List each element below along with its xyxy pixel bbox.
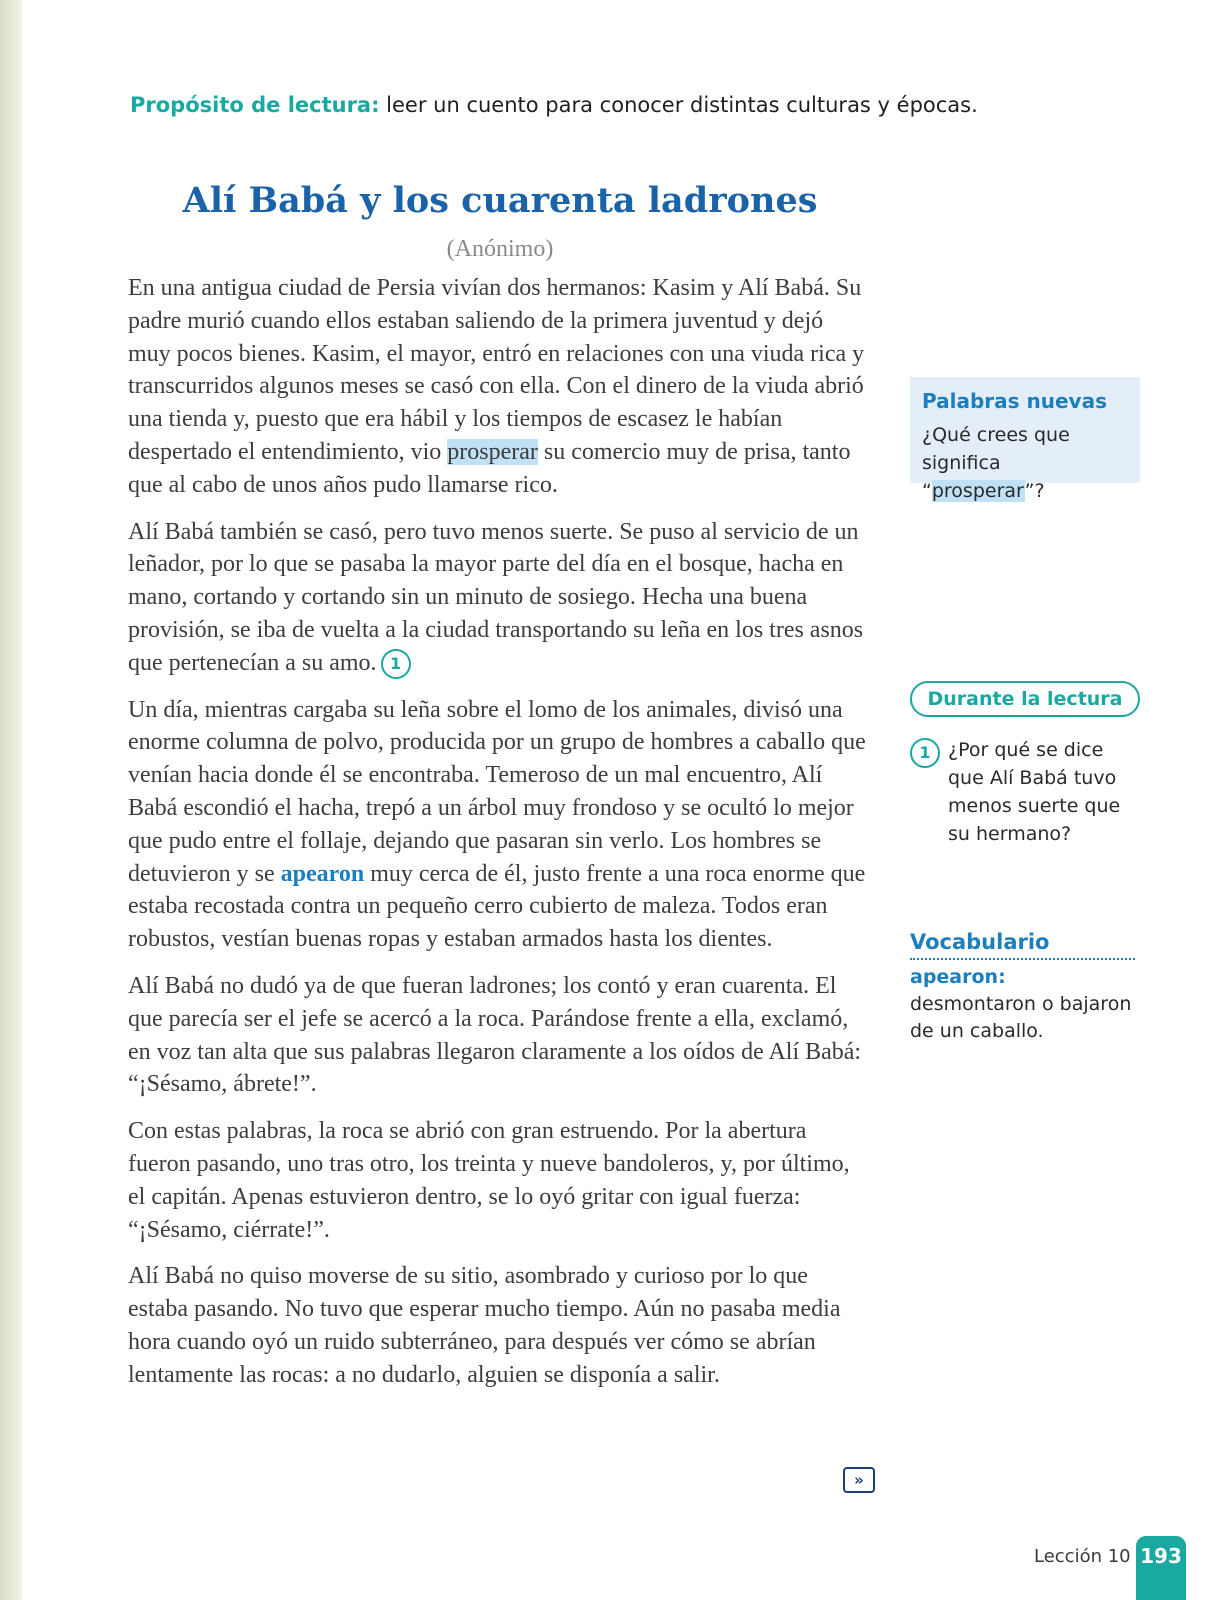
vocabulario-definition bbox=[910, 964, 1135, 1045]
vocabulario-box bbox=[910, 930, 1135, 1045]
palabras-highlight: prosperar bbox=[931, 480, 1025, 502]
paragraph-1 bbox=[128, 272, 868, 502]
p1-text-b: su comercio muy de prisa, tanto que al cabo de unos años pudo llamarse rico. bbox=[128, 438, 851, 498]
p1-text-a: En una antigua ciudad de Persia vivían dos hermanos: Kasim y Alí Babá. Su padre murió cuando ellos estaban saliendo de la primera juventud y dejó muy pocos bienes. Kasim, el mayor, entró en relaciones con una viuda rica y transcurridos algunos meses se casó con ella. Con el dinero de la viuda abrió una tienda y, puesto que era hábil y los tiempos de escasez le habían despertado el entendimiento, vio bbox=[128, 275, 865, 465]
vocabulario-title: Vocabulario bbox=[910, 930, 1135, 960]
vocabulario-def-text: desmontaron o bajaron de un caballo. bbox=[910, 993, 1132, 1042]
p3-text-b: muy cerca de él, justo frente a una roca enorme que estaba recostada contra un pequeño cerro cubierto de maleza. Todos eran robustos, vestían buenas ropas y estaban armados hasta los dientes. bbox=[128, 860, 866, 953]
p3-text-a: Un día, mientras cargaba su leña sobre el lomo de los animales, divisó una enorme columna de polvo, producida por un grupo de hombres a caballo que venían hacia donde él se encontraba. Temeroso de un mal encuentro, Alí Babá escondió el hacha, trepó a un árbol muy frondoso y se ocultó lo mejor que pudo entre el follaje, dejando que pasaran sin verlo. Los hombres se detuvieron y se bbox=[128, 696, 866, 887]
paragraph-5: Con estas palabras, la roca se abrió con gran estruendo. Por la abertura fueron pasando, uno tras otro, los treinta y nueve bandoleros, y, por último, el capitán. Apenas estuvieron dentro, se lo oyó gritar con igual fuerza: “¡Sésamo, ciérrate!”. bbox=[128, 1118, 850, 1243]
lesson-label: Lección 10 bbox=[1034, 1546, 1131, 1567]
palabras-nuevas-title: Palabras nuevas bbox=[922, 389, 1107, 413]
reading-purpose bbox=[130, 93, 978, 117]
story-title: Alí Babá y los cuarenta ladrones bbox=[182, 180, 818, 221]
highlight-prosperar[interactable]: prosperar bbox=[447, 438, 538, 465]
paragraph-2 bbox=[128, 516, 868, 680]
page-edge bbox=[0, 0, 22, 1600]
question-1-text: ¿Por qué se dice que Alí Babá tuvo menos suerte que su hermano? bbox=[948, 739, 1121, 845]
question-1-marker: 1 bbox=[910, 738, 940, 768]
palabras-nuevas-question bbox=[922, 421, 1128, 505]
paragraph-6: Alí Babá no quiso moverse de su sitio, asombrado y curioso por lo que estaba pasando. No tuvo que esperar mucho tiempo. Aún no pasaba media hora cuando oyó un ruido subterráneo, para después ver cómo se abrían lentamente las rocas: a no dudarlo, alguien se disponía a salir. bbox=[128, 1263, 841, 1388]
paragraph-4: Alí Babá no dudó ya de que fueran ladrones; los contó y eran cuarenta. El que parecía ser el jefe se acercó a la roca. Parándose frente a ella, exclamó, en voz tan alta que sus palabras llegaron claramente a los oídos de Alí Babá: “¡Sésamo, ábrete!”. bbox=[128, 972, 862, 1098]
question-marker-1[interactable]: 1 bbox=[381, 649, 411, 679]
story-author: (Anónimo) bbox=[446, 236, 554, 262]
question-1 bbox=[910, 736, 1140, 848]
palabras-text-a: ¿Qué crees que significa “ bbox=[922, 424, 1070, 502]
palabras-text-b: ”? bbox=[1024, 480, 1045, 502]
paragraph-3 bbox=[128, 694, 868, 956]
palabras-nuevas-box bbox=[910, 377, 1140, 502]
p2-text: Alí Babá también se casó, pero tuvo menos suerte. Se puso al servicio de un leñador, por lo que se pasaba la mayor parte del día en el bosque, hacha en mano, cortando y cortando sin un minuto de sosiego. Hecha una buena provisión, se iba de vuelta a la ciudad transportando su leña en los tres asnos que pertenecían a su amo. bbox=[128, 518, 864, 676]
double-chevron-right-icon[interactable]: » bbox=[843, 1467, 875, 1493]
vocab-word-apearon[interactable]: apearon bbox=[280, 860, 365, 887]
vocabulario-word: apearon: bbox=[910, 966, 1006, 988]
page-number: 193 bbox=[1136, 1536, 1186, 1600]
story-body bbox=[128, 272, 868, 1406]
purpose-label: Propósito de lectura: bbox=[130, 93, 380, 117]
durante-la-lectura-label: Durante la lectura bbox=[910, 681, 1140, 717]
purpose-text: leer un cuento para conocer distintas culturas y épocas. bbox=[379, 93, 978, 117]
